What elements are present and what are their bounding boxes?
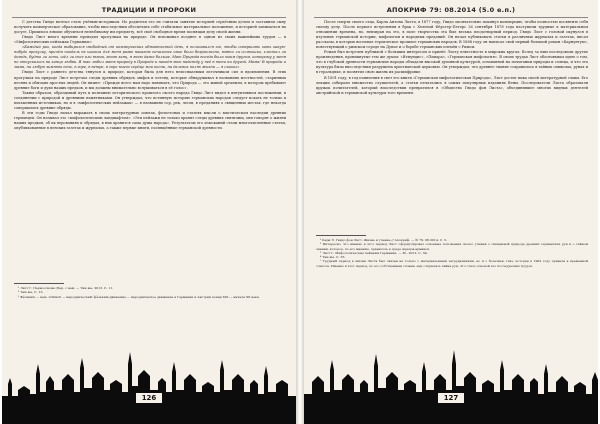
footnotes bbox=[14, 283, 286, 305]
footnotes bbox=[316, 235, 588, 311]
page-number-label: 126 bbox=[136, 393, 163, 403]
footnote: ¹ Керн Э. Гвидо фон Лист. Жизнь и учение // Апокриф. — № 79. 08.2014. С. 5. bbox=[320, 238, 448, 242]
city-skyline-decoration bbox=[2, 334, 296, 424]
left-page bbox=[2, 0, 296, 424]
paragraph: В 1891 году, в год появления в свет его книги «Германская мифологическая Природа», Лист достиг пика своей литературной славы. Его лекции собирали множество слушателей, а статьи печатались в самых популярных изданиях Вены. Последователи Листа образовали кружок почитателей, который впоследствии превратился в «Общество Гвидо фон Листа», объединившее многих видных деятелей австрийской и германской культуры того времени. bbox=[316, 75, 588, 95]
page-number bbox=[2, 394, 296, 402]
quote-paragraph: «Каждый раз, когда выбирался свободный от коммерческих обязанностей день, я пользовался им, чтобы совершить хоть какую-нибудь прогулку, причём поодаль не шагала для меня разве наказом печальнее иное было безразлично, взято ли солнышко, хлестал ли дождь, будто ли лето, шёл ли снег или вьюга, этот заяц, я знаю даже больше. Мат Природа всегда была моим другом, которому у меня не отпускалось ни конца любви. Я так любил мать-природу в Природе и находя мою надежду у неё в тени ни другой. Мама! В природы и мама, на любую зимнюю ночь, в горе, в ветре, в горе моего сердце мои песни, на дальних полях жизни — я сказал». bbox=[14, 45, 286, 70]
paragraph: С детства Гиндо мечтал стать учёным-историком. Но родители его не считали занятие историей серьёзным делом и заставили сыну получить коммерческое образование, чтобы впоследствии обеспечить себе стабильное материальное положение, и историей заниматься на досуге. Пришлось юноше обучиться нелюбимому им предмету, всё своё свободное время посвящая делу своей жизни. bbox=[14, 20, 286, 35]
footnote: ³ Лист Г. Мифологические пейзажи Германии. — М., 2012. С. 34. bbox=[320, 250, 428, 255]
page-number-label: 127 bbox=[438, 393, 465, 403]
book-gutter bbox=[296, 0, 304, 424]
city-skyline-decoration bbox=[304, 334, 598, 424]
paragraph: Роман был встречен публикой с большим интересом и принёс Листу известность в широких кругах. Вслед за ним последовали другие произведения, проникнутые тем же духом: «Ятмундис», «Пипара», «Германская мифология». В своих трудах Лист обосновывал идею о том, что в глубокой древности германские народы обладали высокой духовной культурой, основанной на почитании природы и солнца, и что эта культура была впоследствии разрушена христианской церковью. Он утверждал, что древнее знание сохранилось в тайных символах, рунах и в геральдике, и посвятил свою жизнь их расшифровке. bbox=[316, 50, 588, 75]
footnote: ² Там же, С. 13. bbox=[18, 290, 44, 295]
paragraph: В эти годы Гвидо начал выражать в своих литературных опытах, фельетонах и статьях мысли о мистическом наследии древних германцев. Он называл это «мифологическим ландшафтом»: «Эти пейзажи не только хранят следы древних святилищ, они говорят о жизни наших предков, об их верованиях и обрядах, в них хранится сама душа народа». Результатом его изысканий стали многочисленные статьи, опубликованные в венских газетах и журналах, а также первые книги, посвящённые германской древности. bbox=[14, 110, 286, 130]
page-number bbox=[304, 394, 598, 402]
running-header: АПОКРИФ 79: 08.2014 (5.0 е.п.) bbox=[314, 6, 588, 18]
footnote-rule bbox=[316, 235, 366, 236]
paragraph: Гвидо Лист много времени проводил прогулкам на природе. Он вспоминал позднее в одном из своих важнейших трудов — в «Мифологических пейзажах Германии»: bbox=[14, 35, 286, 45]
paragraph: После смерти своего отца, Карла Антона Листа, в 1877 году, Гвидо окончательно покинул коммерцию, чтобы полностью посвятить себя своему делу. После первого вступления в брак с Хеленой Фёрстер-Петерс 26 сентября 1878 года наступили трудные в материальном отношении времена, но, невзирая на это, в поле творчества эта был весьма плодотворный период. Гвидо Лист с головой окунулся в изучение германской истории, мифологии и народных преданий. Он начал публиковать статьи в различных журналах и газетах, писал рассказы, в которых воспевал героическое прошлое германских народов. В 1888 году он написал свой первый большой роман «Карнунтум», повествующий о римском городе на Дунае и о борьбе германских племён с Римом. bbox=[316, 20, 588, 50]
footnote: ³ Фёлькиш — нем. völkisch — народнический; фёлькиш-движение — народническое движение в Германии и Австрии конца XIX — начала XX века. bbox=[18, 294, 260, 299]
right-page bbox=[304, 0, 598, 424]
footnote-rule bbox=[14, 283, 64, 284]
paragraph: Таким образом, образцовый путь к познанию исторического прошлого своего народа Гвидо Лист видел в интуитивном постижении, в соединении с природой и древними памятниками. Он утверждал, что истинную историю германских народов следует искать не только в письменных источниках, но и в «мифологических пейзажах» — в названиях гор, рек, лесов, в преданиях о священных местах, где некогда совершались древние обряды. bbox=[14, 90, 286, 110]
footnote: ⁴ Там же. С. 35. bbox=[320, 255, 346, 260]
footnote: ⁵ Трудный период в жизни Листа был связан не только с материальными затруднениями, но и с болезнью глаз, которая в 1902 году привела к временной слепоте. Именно в этот период, по его собственным словам, ему открылась тайна рун, что стало основой его последующих трудов. bbox=[316, 259, 588, 268]
body-text bbox=[14, 20, 286, 278]
body-text bbox=[316, 20, 588, 232]
paragraph: Гвидо Лист с раннего детства тянулся к природе, которая была для него неиссякаемым источником сил и вдохновения. В этих прогулках на природе Лист встречал следы древних обрядов, мифов и легенд, которые обнаруживал в названиях местностей, старинных песнях и обычаях простых людей. Он пишет: «Прежде всего нам надо понимать, что Природа — это живой организм, в котором пребывают древние боги и духи наших предков, и мы должны внимательно вслушиваться в её голос». bbox=[14, 70, 286, 90]
footnote: ¹ Лист Г. Первооснова (Пер. с нем. — Там же, 2013. С. 11. bbox=[18, 286, 114, 290]
running-header: ТРАДИЦИИ И ПРОРОКИ bbox=[12, 6, 286, 18]
footnote: ² Интересно, что именно в этот период Лист сформулировал основные положения своего учения о священной природе древних германских рун и о тайном знании, которое, по его мнению, хранилось в среде жрецов-арманов. bbox=[316, 242, 588, 251]
